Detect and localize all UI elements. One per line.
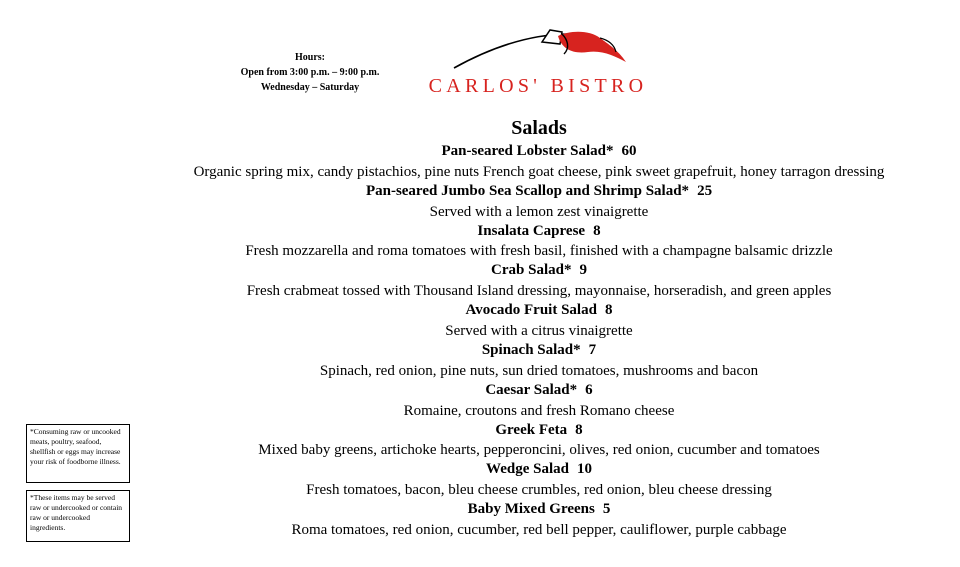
item-price: 9 bbox=[579, 262, 587, 279]
item-price: 8 bbox=[604, 302, 613, 319]
item-description: Romaine, croutons and fresh Romano cheese bbox=[403, 402, 675, 419]
item-price: 25 bbox=[697, 182, 713, 199]
menu-item bbox=[0, 341, 960, 381]
hours-line-2: Wednesday – Saturday bbox=[260, 82, 360, 93]
menu-item bbox=[0, 222, 960, 262]
item-name: Caesar Salad* bbox=[485, 381, 578, 398]
chili-pepper-icon bbox=[450, 28, 630, 74]
item-name: Wedge Salad bbox=[486, 461, 569, 478]
menu-item bbox=[0, 301, 960, 341]
item-name: Spinach Salad* bbox=[481, 341, 581, 358]
menu-item bbox=[0, 261, 960, 301]
menu-item bbox=[0, 421, 960, 461]
item-description: Served with a citrus vinaigrette bbox=[445, 322, 633, 339]
item-price: 60 bbox=[621, 143, 637, 159]
salads-menu bbox=[0, 115, 960, 540]
menu-item bbox=[0, 500, 960, 540]
menu-item bbox=[0, 142, 960, 182]
item-name: Pan-seared Lobster Salad* bbox=[441, 143, 614, 159]
item-description: Roma tomatoes, red onion, cucumber, red bell pepper, cauliflower, purple cabbage bbox=[291, 521, 787, 538]
item-description: Fresh tomatoes, bacon, bleu cheese crumbles, red onion, bleu cheese dressing bbox=[306, 482, 772, 499]
item-price: 10 bbox=[576, 461, 592, 478]
section-title: Salads bbox=[511, 117, 567, 139]
item-name: Avocado Fruit Salad bbox=[465, 302, 597, 319]
item-price: 7 bbox=[588, 341, 597, 358]
hours-block bbox=[228, 50, 392, 95]
item-price: 5 bbox=[602, 501, 611, 518]
item-price: 8 bbox=[575, 421, 583, 438]
undercooked-items-note: *These items may be served raw or undercooked or contain raw or undercooked ingredients. bbox=[26, 490, 130, 542]
item-description: Mixed baby greens, artichoke hearts, pepperoncini, olives, red onion, cucumber and tomatoes bbox=[258, 442, 820, 459]
item-price: 8 bbox=[593, 222, 601, 239]
bistro-logo bbox=[418, 28, 658, 98]
menu-item bbox=[0, 460, 960, 500]
item-name: Baby Mixed Greens bbox=[467, 501, 595, 518]
hours-line-1: Open from 3:00 p.m. – 9:00 p.m. bbox=[240, 67, 380, 78]
item-name: Crab Salad* bbox=[491, 262, 572, 279]
item-description: Spinach, red onion, pine nuts, sun dried tomatoes, mushrooms and bacon bbox=[319, 362, 759, 379]
item-name: Pan-seared Jumbo Sea Scallop and Shrimp Salad* bbox=[365, 182, 690, 199]
brand-name: CARLOS' BISTRO bbox=[428, 75, 648, 97]
item-description: Served with a lemon zest vinaigrette bbox=[429, 203, 649, 220]
item-name: Greek Feta bbox=[495, 421, 568, 438]
item-price: 6 bbox=[585, 381, 593, 398]
item-description: Fresh mozzarella and roma tomatoes with fresh basil, finished with a champagne balsamic drizzle bbox=[245, 243, 833, 260]
raw-food-warning-note: *Consuming raw or uncooked meats, poultry, seafood, shellfish or eggs may increase your risk of foodborne illness. bbox=[26, 424, 130, 483]
item-name: Insalata Caprese bbox=[477, 222, 586, 239]
menu-item bbox=[0, 182, 960, 222]
item-description: Fresh crabmeat tossed with Thousand Island dressing, mayonnaise, horseradish, and green apples bbox=[246, 283, 832, 300]
menu-item bbox=[0, 381, 960, 421]
item-description: Organic spring mix, candy pistachios, pine nuts French goat cheese, pink sweet grapefruit, honey tarragon dressing bbox=[193, 163, 885, 180]
hours-title: Hours: bbox=[295, 52, 325, 63]
